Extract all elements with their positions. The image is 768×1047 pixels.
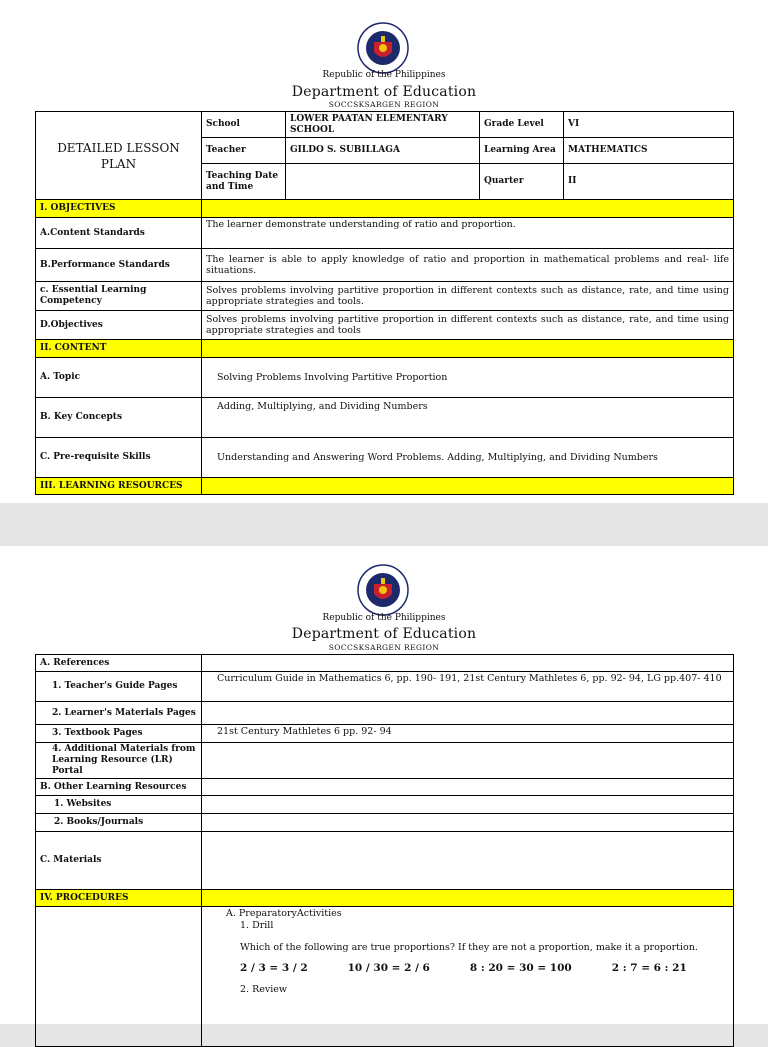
school-label: School <box>202 112 286 138</box>
procedures-content <box>202 907 734 1047</box>
learning-competency-label: c. Essential Learning Competency <box>36 282 202 311</box>
websites-value <box>202 796 734 814</box>
objectives-heading: I. OBJECTIVES <box>36 200 202 218</box>
learning-competency-value: Solves problems involving partitive proportion in different contexts such as distance, rate, and time using appropriate strategies and tools. <box>202 282 734 311</box>
websites-label: 1. Websites <box>36 796 202 814</box>
additional-materials-label: 4. Additional Materials from Learning Resource (LR) Portal <box>36 743 202 779</box>
lesson-plan-table <box>35 111 734 495</box>
lesson-plan-title: DETAILED LESSON PLAN <box>36 112 202 200</box>
republic-label: Republic of the Philippines <box>322 613 446 623</box>
topic-value: Solving Problems Involving Partitive Proportion <box>202 358 734 398</box>
learners-materials-value <box>202 702 734 725</box>
grade-label: Grade Level <box>480 112 564 138</box>
school-value: LOWER PAATAN ELEMENTARY SCHOOL <box>286 112 480 138</box>
additional-materials-value <box>202 743 734 779</box>
deped-seal-icon <box>357 22 409 74</box>
books-journals-label: 2. Books/Journals <box>36 814 202 832</box>
page-one <box>0 0 768 503</box>
drill-question: Which of the following are true proportions? If they are not a proportion, make it a proportion. <box>240 942 698 953</box>
performance-standards-label: B.Performance Standards <box>36 249 202 282</box>
content-heading-fill <box>202 340 734 358</box>
region-label: SOCCSKSARGEN REGION <box>328 100 440 109</box>
teacher-label: Teacher <box>202 138 286 164</box>
books-journals-value <box>202 814 734 832</box>
teachers-guide-value: Curriculum Guide in Mathematics 6, pp. 190- 191, 21st Century Mathletes 6, pp. 92- 94, LG pp.407- 410 <box>202 672 734 702</box>
area-label: Learning Area <box>480 138 564 164</box>
prerequisite-label: C. Pre-requisite Skills <box>36 438 202 478</box>
performance-standards-value: The learner is able to apply knowledge of ratio and proportion in mathematical problems and real- life situations. <box>202 249 734 282</box>
review-item: 2. Review <box>240 984 288 995</box>
other-resources-value <box>202 779 734 796</box>
proportion-item: 10 / 30 = 2 / 6 <box>347 962 430 974</box>
quarter-value: II <box>564 164 734 200</box>
objectives-value: Solves problems involving partitive proportion in different contexts such as distance, rate, and time using appropriate strategies and tools <box>202 311 734 340</box>
references-value <box>202 655 734 672</box>
proportion-item: 2 : 7 = 6 : 21 <box>611 962 687 974</box>
prerequisite-value: Understanding and Answering Word Problems. Adding, Multiplying, and Dividing Numbers <box>202 438 734 478</box>
proportion-item: 2 / 3 = 3 / 2 <box>240 962 308 974</box>
deped-seal-icon <box>357 564 409 616</box>
objectives-heading-fill <box>202 200 734 218</box>
materials-value <box>202 832 734 890</box>
key-concepts-value: Adding, Multiplying, and Dividing Numbers <box>202 398 734 438</box>
area-value: MATHEMATICS <box>564 138 734 164</box>
resources-heading: III. LEARNING RESOURCES <box>36 478 202 495</box>
key-concepts-label: B. Key Concepts <box>36 398 202 438</box>
references-label: A. References <box>36 655 202 672</box>
other-resources-label: B. Other Learning Resources <box>36 779 202 796</box>
preparatory-activities: A. PreparatoryActivities <box>226 908 342 919</box>
proportions-row <box>226 962 729 974</box>
content-standards-label: A.Content Standards <box>36 218 202 249</box>
quarter-label: Quarter <box>480 164 564 200</box>
republic-label: Republic of the Philippines <box>322 70 446 80</box>
date-value <box>286 164 480 200</box>
proportion-item: 8 : 20 = 30 = 100 <box>469 962 572 974</box>
procedures-heading: IV. PROCEDURES <box>36 890 202 907</box>
topic-label: A. Topic <box>36 358 202 398</box>
textbook-pages-label: 3. Textbook Pages <box>36 725 202 743</box>
drill-item: 1. Drill <box>240 920 274 931</box>
teachers-guide-label: 1. Teacher's Guide Pages <box>36 672 202 702</box>
objectives-label: D.Objectives <box>36 311 202 340</box>
learners-materials-label: 2. Learner's Materials Pages <box>36 702 202 725</box>
resources-table <box>35 654 734 1047</box>
procedures-left-cell <box>36 907 202 1047</box>
materials-label: C. Materials <box>36 832 202 890</box>
textbook-pages-value: 21st Century Mathletes 6 pp. 92- 94 <box>202 725 734 743</box>
department-label: Department of Education <box>291 84 477 100</box>
resources-heading-fill <box>202 478 734 495</box>
department-label: Department of Education <box>291 626 477 642</box>
teacher-value: GILDO S. SUBILLAGA <box>286 138 480 164</box>
region-label: SOCCSKSARGEN REGION <box>328 643 440 652</box>
page-two <box>0 546 768 1024</box>
content-standards-value: The learner demonstrate understanding of ratio and proportion. <box>202 218 734 249</box>
procedures-heading-fill <box>202 890 734 907</box>
grade-value: VI <box>564 112 734 138</box>
content-heading: II. CONTENT <box>36 340 202 358</box>
date-label: Teaching Date and Time <box>202 164 286 200</box>
